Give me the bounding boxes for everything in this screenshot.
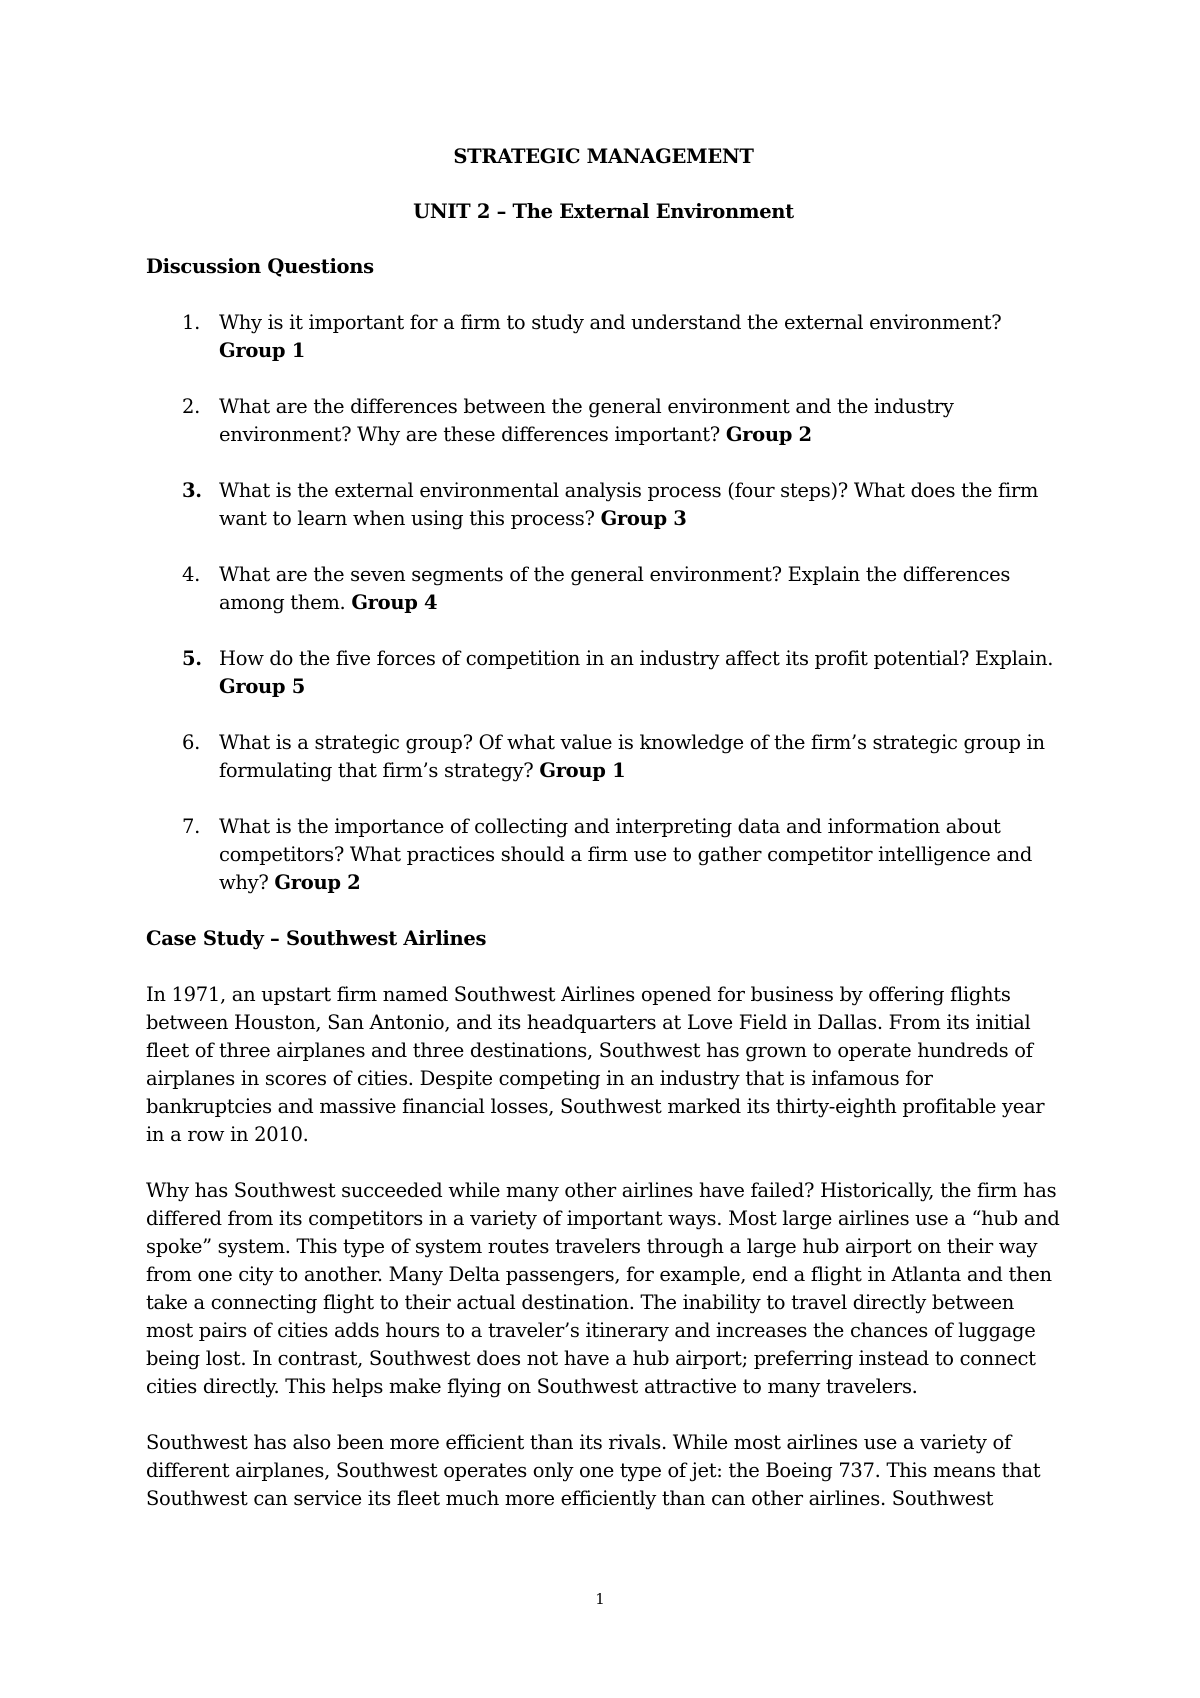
question-number: 5. <box>182 647 202 670</box>
question-item-2 <box>146 393 1061 449</box>
case-paragraph-3: Southwest has also been more efficient than its rivals. While most airlines use a variety of different airplanes, Southwest operates only one type of jet: the Boeing 737. This means that Southwest can service its fleet much more efficiently than can other airlines. Southwest <box>146 1431 1041 1510</box>
page-number: 1 <box>595 1590 605 1608</box>
questions-list <box>146 309 1061 897</box>
question-item-5 <box>146 645 1061 701</box>
group-label: Group 2 <box>725 423 812 446</box>
group-label: Group 2 <box>274 871 361 894</box>
question-number: 7. <box>182 815 201 838</box>
question-text: What are the differences between the general environment and the industry environment? Why are these differences important? <box>219 395 954 446</box>
question-number: 4. <box>182 563 201 586</box>
case-paragraph-2: Why has Southwest succeeded while many other airlines have failed? Historically, the firm has differed from its competitors in a variety of important ways. Most large airlines use a “hub and spoke” system. This type of system routes travelers through a large hub airport on their way from one city to another. Many Delta passengers, for example, end a flight in Atlanta and then take a connecting flight to their actual destination. The inability to travel directly between most pairs of cities adds hours to a traveler’s itinerary and increases the chances of luggage being lost. In contrast, Southwest does not have a hub airport; preferring instead to connect cities directly. This helps make flying on Southwest attractive to many travelers. <box>146 1179 1060 1398</box>
question-number: 3. <box>182 479 202 502</box>
question-item-1 <box>146 309 1061 365</box>
group-label: Group 4 <box>351 591 438 614</box>
question-text: How do the five forces of competition in an industry affect its profit potential? Explain. <box>219 647 1054 670</box>
question-item-6 <box>146 729 1061 785</box>
case-paragraph-1: In 1971, an upstart firm named Southwest Airlines opened for business by offering flights between Houston, San Antonio, and its headquarters at Love Field in Dallas. From its initial fleet of three airplanes and three destinations, Southwest has grown to operate hundreds of airplanes in scores of cities. Despite competing in an industry that is infamous for bankruptcies and massive financial losses, Southwest marked its thirty-eighth profitable year in a row in 2010. <box>146 983 1045 1146</box>
question-text: What is the external environmental analysis process (four steps)? What does the firm want to learn when using this process? <box>219 479 1039 530</box>
group-label: Group 3 <box>600 507 687 530</box>
group-label: Group 1 <box>219 339 306 362</box>
question-text: What is a strategic group? Of what value is knowledge of the firm’s strategic group in formulating that firm’s strategy? <box>219 731 1045 782</box>
question-item-4 <box>146 561 1061 617</box>
question-number: 6. <box>182 731 201 754</box>
question-item-7 <box>146 813 1061 897</box>
case-study-heading: Case Study – Southwest Airlines <box>146 927 487 950</box>
discussion-heading: Discussion Questions <box>146 255 374 278</box>
document-subtitle: UNIT 2 – The External Environment <box>413 200 794 223</box>
question-number: 2. <box>182 395 201 418</box>
question-text: What is the importance of collecting and interpreting data and information about competitors? What practices should a firm use to gather competitor intelligence and why? <box>219 815 1033 894</box>
question-text: Why is it important for a firm to study and understand the external environment? <box>219 311 1002 334</box>
question-item-3 <box>146 477 1061 533</box>
document-title: STRATEGIC MANAGEMENT <box>453 145 754 168</box>
group-label: Group 5 <box>219 675 306 698</box>
question-text: What are the seven segments of the general environment? Explain the differences among them. <box>219 563 1011 614</box>
group-label: Group 1 <box>539 759 626 782</box>
document-body <box>146 143 1061 1541</box>
question-number: 1. <box>182 311 201 334</box>
